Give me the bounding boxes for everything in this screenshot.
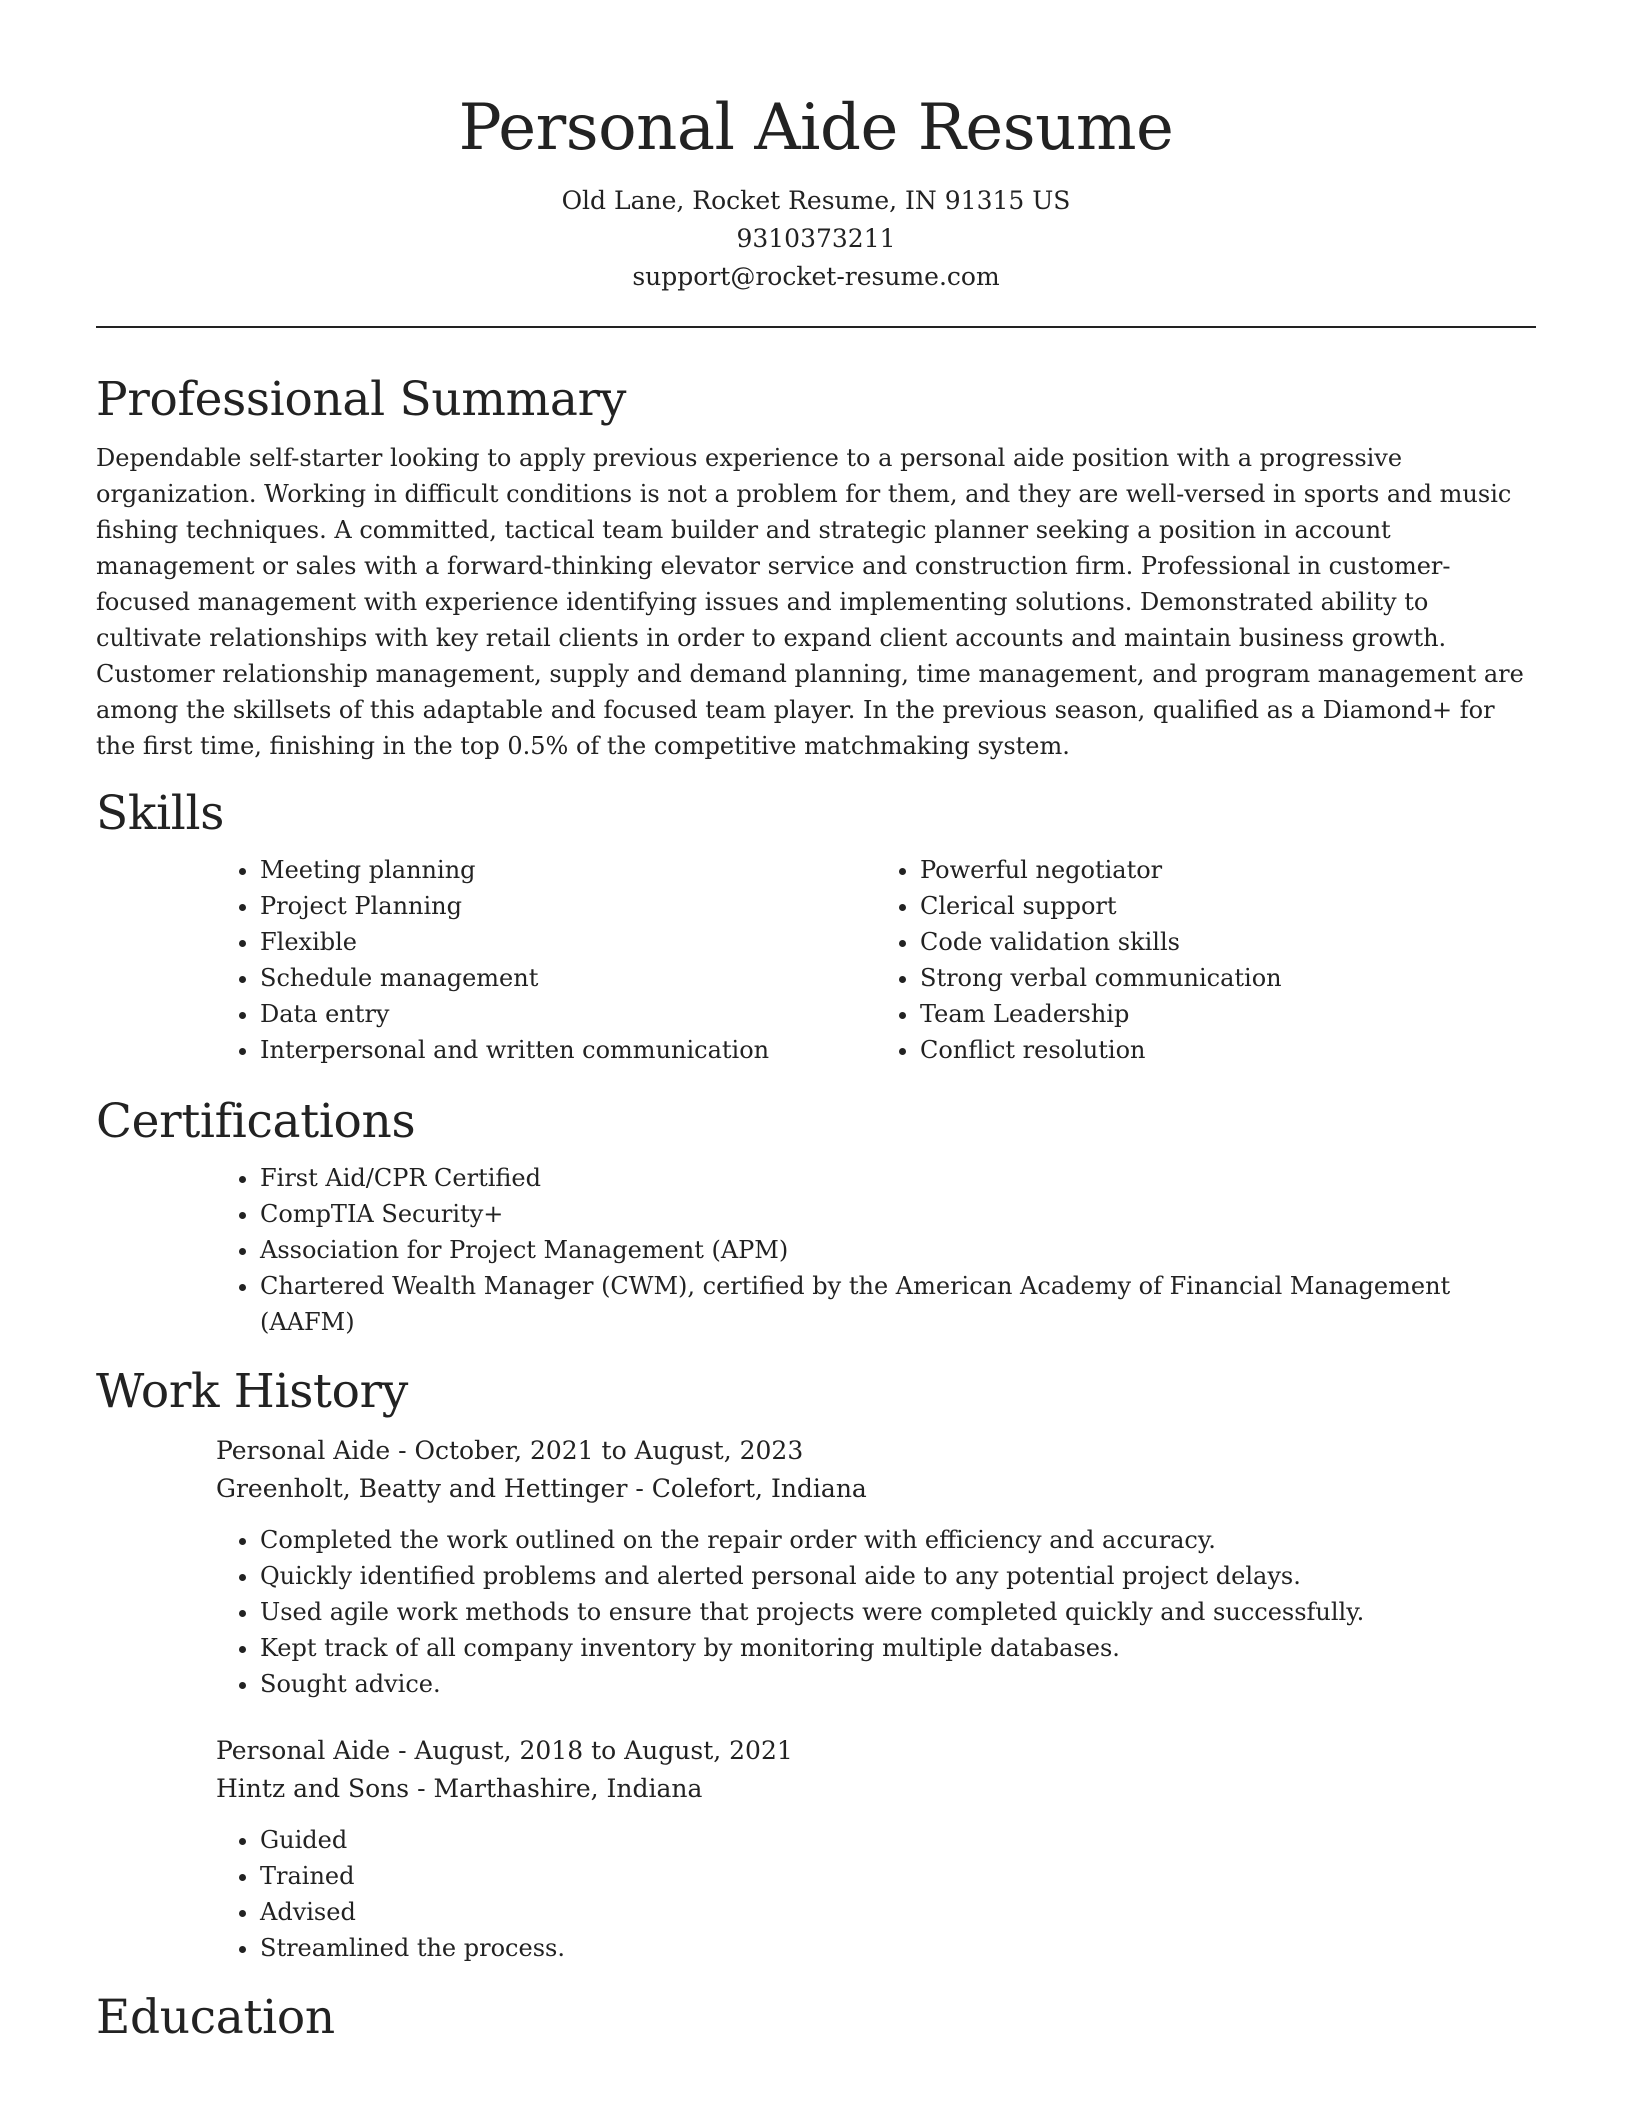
- education-heading: Education: [96, 1990, 335, 2045]
- list-item: • Schedule management: [260, 960, 876, 996]
- job-company-line: Greenholt, Beatty and Hettinger - Colefort, Indiana: [216, 1474, 867, 1503]
- skills-grid: [216, 852, 1536, 1068]
- list-item: • Quickly identified problems and alerted personal aide to any potential project delays.: [260, 1558, 1536, 1594]
- work-heading: Work History: [96, 1364, 409, 1419]
- list-item: • Streamlined the process.: [260, 1930, 1536, 1966]
- list-item: • Clerical support: [920, 888, 1536, 924]
- skills-list-left: [216, 852, 876, 1068]
- list-item: • Chartered Wealth Manager (CWM), certified by the American Academy of Financial Management (AAFM): [260, 1268, 1536, 1340]
- list-item: • Team Leadership: [920, 996, 1536, 1032]
- summary-section: [96, 370, 1536, 764]
- resume-title: Personal Aide Resume: [458, 91, 1174, 165]
- list-item: • Kept track of all company inventory by monitoring multiple databases.: [260, 1630, 1536, 1666]
- job-entry-1: [216, 1432, 1536, 1702]
- skills-section: [96, 784, 1536, 1068]
- certifications-list: [216, 1160, 1536, 1340]
- contact-address: Old Lane, Rocket Resume, IN 91315 US: [561, 186, 1071, 215]
- list-item: • First Aid/CPR Certified: [260, 1160, 1536, 1196]
- work-section: [96, 1362, 1536, 1966]
- contact-info: [96, 182, 1536, 296]
- job-entry-2: [216, 1732, 1536, 1966]
- list-item: • Trained: [260, 1858, 1536, 1894]
- list-item: • Interpersonal and written communication: [260, 1032, 876, 1068]
- list-item: • Guided: [260, 1822, 1536, 1858]
- list-item: • Code validation skills: [920, 924, 1536, 960]
- certifications-wrap: [216, 1160, 1536, 1340]
- header-divider: [96, 326, 1536, 328]
- resume-page: [96, 0, 1536, 2048]
- list-item: • Flexible: [260, 924, 876, 960]
- education-section: [96, 1988, 1536, 2048]
- list-item: • Used agile work methods to ensure that projects were completed quickly and successfully.: [260, 1594, 1536, 1630]
- summary-heading: Professional Summary: [96, 372, 627, 427]
- certifications-heading: Certifications: [96, 1094, 416, 1149]
- job-title-line: Personal Aide - October, 2021 to August, 2023: [216, 1436, 804, 1465]
- job-title: Personal Aide: [216, 1736, 391, 1765]
- certifications-section: [96, 1092, 1536, 1340]
- skills-list-right: [876, 852, 1536, 1068]
- list-item: • Strong verbal communication: [920, 960, 1536, 996]
- job-bullets: [216, 1822, 1536, 1966]
- job-location: Colefort, Indiana: [651, 1474, 867, 1503]
- contact-email: support@rocket-resume.com: [632, 262, 1000, 291]
- list-item: • Data entry: [260, 996, 876, 1032]
- job-title: Personal Aide: [216, 1436, 391, 1465]
- job-company: Hintz and Sons: [216, 1774, 410, 1803]
- job-dates: August, 2018 to August, 2021: [414, 1736, 793, 1765]
- list-item: • Completed the work outlined on the repair order with efficiency and accuracy.: [260, 1522, 1536, 1558]
- job-bullets: [216, 1522, 1536, 1702]
- list-item: • CompTIA Security+: [260, 1196, 1536, 1232]
- list-item: • Meeting planning: [260, 852, 876, 888]
- job-title-line: Personal Aide - August, 2018 to August, 2021: [216, 1736, 793, 1765]
- job-dates: October, 2021 to August, 2023: [414, 1436, 804, 1465]
- job-location: Marthashire, Indiana: [433, 1774, 703, 1803]
- job-company: Greenholt, Beatty and Hettinger: [216, 1474, 628, 1503]
- skills-heading: Skills: [96, 786, 225, 841]
- job-company-line: Hintz and Sons - Marthashire, Indiana: [216, 1774, 703, 1803]
- contact-phone: 9310373211: [736, 224, 896, 253]
- summary-text: Dependable self-starter looking to apply previous experience to a personal aide position with a progressive organization. Working in difficult conditions is not a problem for them, and they are well-versed in sports and music fishing techniques. A committed, tactical team builder and strategic planner seeking a position in account management or sales with a forward-thinking elevator service and construction firm. Professional in customer-focused management with experience identifying issues and implementing solutions. Demonstrated ability to cultivate relationships with key retail clients in order to expand client accounts and maintain business growth. Customer relationship management, supply and demand planning, time management, and program management are among the skillsets of this adaptable and focused team player. In the previous season, qualified as a Diamond+ for the first time, finishing in the top 0.5% of the competitive matchmaking system.: [96, 444, 1524, 760]
- list-item: • Powerful negotiator: [920, 852, 1536, 888]
- list-item: • Conflict resolution: [920, 1032, 1536, 1068]
- list-item: • Association for Project Management (APM): [260, 1232, 1536, 1268]
- list-item: • Sought advice.: [260, 1666, 1536, 1702]
- list-item: • Project Planning: [260, 888, 876, 924]
- list-item: • Advised: [260, 1894, 1536, 1930]
